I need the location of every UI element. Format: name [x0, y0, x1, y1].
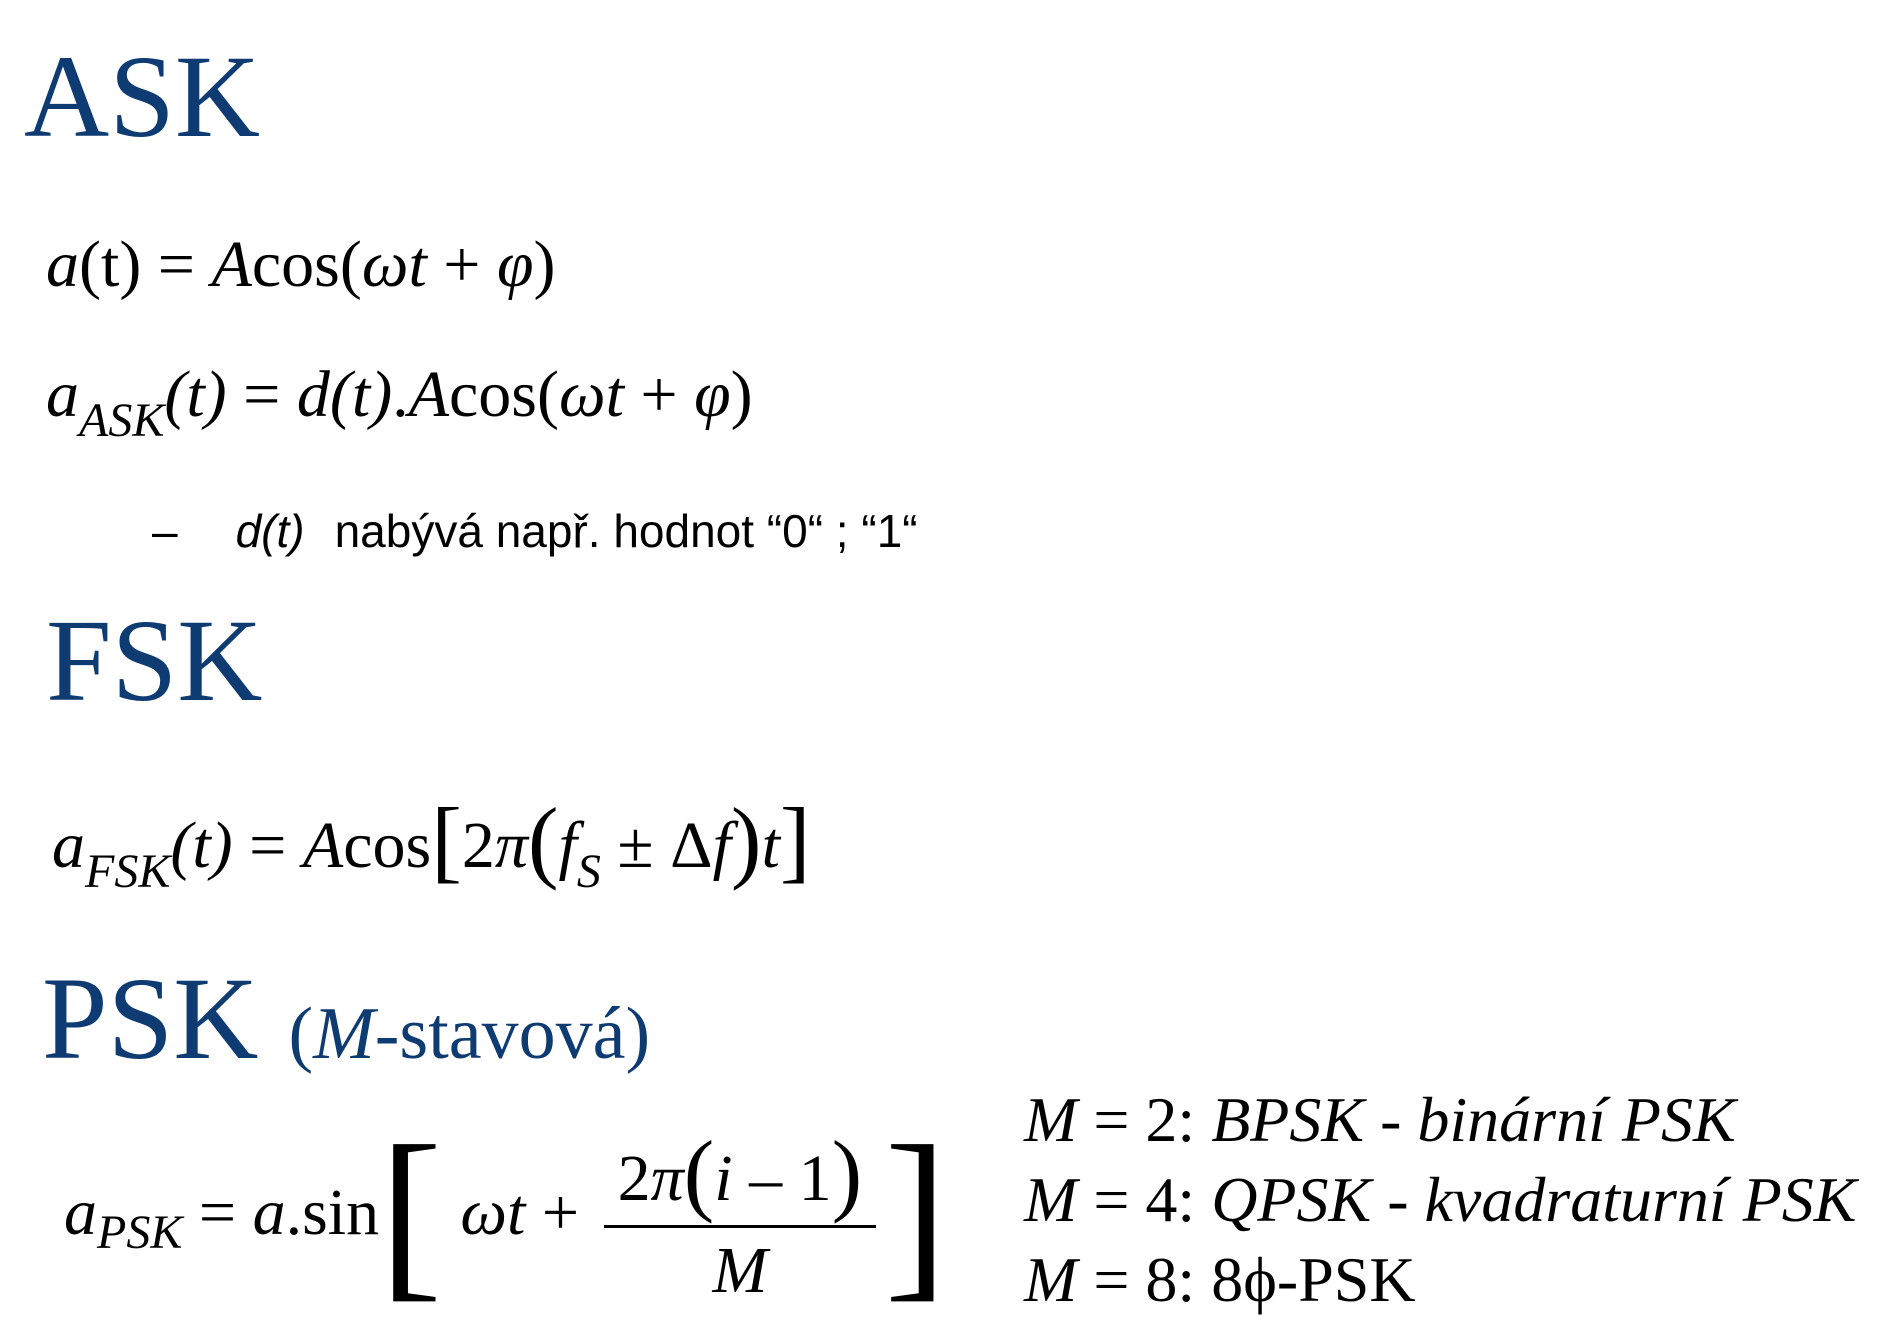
- fsk-equation: [52, 789, 811, 898]
- eq-symbol: 2: [461, 809, 495, 882]
- eq-symbol: +: [426, 228, 498, 301]
- eq-symbol: f: [558, 809, 577, 882]
- eq-symbol: +: [623, 358, 695, 431]
- eq-symbol: a: [46, 228, 79, 301]
- eq-subscript: PSK: [97, 1206, 183, 1259]
- eq-symbol: =: [232, 809, 303, 882]
- psk-subtitle: (M-stavová): [288, 993, 651, 1075]
- psk-case: M = 8: 8ϕ-PSK: [1024, 1244, 1416, 1315]
- eq-symbol: cos: [251, 228, 340, 301]
- eq-symbol: ω: [460, 1176, 507, 1249]
- eq-symbol: cos: [343, 809, 432, 882]
- eq-symbol: A: [408, 358, 449, 431]
- bullet-variable: d(t): [235, 505, 305, 557]
- eq-symbol: =: [141, 228, 212, 301]
- eq-symbol: A: [302, 809, 344, 882]
- eq-subscript: ASK: [79, 394, 165, 447]
- eq-symbol: t: [761, 809, 780, 882]
- eq-symbol: a: [64, 1176, 97, 1249]
- eq-symbol: .: [392, 358, 409, 431]
- ask-modulation-equation: [46, 358, 753, 447]
- eq-symbol: A: [211, 228, 252, 301]
- eq-symbol: a: [46, 358, 79, 431]
- ask-bullet: [152, 505, 918, 557]
- psk-case: M = 4: QPSK - kvadraturní PSK: [1024, 1164, 1857, 1235]
- eq-subscript: FSK: [85, 845, 171, 898]
- eq-bracket: ]: [884, 1108, 948, 1318]
- eq-bracket: ): [730, 789, 762, 891]
- eq-symbol: (t): [329, 358, 393, 431]
- eq-subscript: S: [576, 845, 601, 898]
- eq-symbol: a: [252, 1176, 286, 1249]
- psk-cases: [1024, 1084, 1857, 1328]
- eq-symbol: ): [730, 358, 753, 431]
- ask-carrier-equation: [46, 228, 556, 301]
- eq-symbol: ω: [558, 358, 606, 431]
- bullet-dash: –: [152, 505, 178, 557]
- psk-equation: [64, 1108, 948, 1318]
- eq-bracket: [: [431, 789, 462, 891]
- eq-symbol: (: [339, 228, 362, 301]
- eq-symbol: ω: [361, 228, 409, 301]
- psk-title: PSK: [42, 953, 259, 1084]
- eq-symbol: (t): [170, 809, 233, 882]
- ask-heading: ASK: [24, 31, 261, 162]
- psk-heading: [42, 953, 651, 1084]
- eq-symbol: t: [605, 358, 624, 431]
- eq-symbol: Δ: [670, 809, 713, 882]
- eq-symbol: φ: [497, 228, 534, 301]
- eq-bracket: (: [527, 789, 559, 891]
- fraction-denominator: M: [712, 1233, 768, 1307]
- bullet-text: nabývá např. hodnot “0“ ; “1“: [334, 505, 918, 557]
- psk-case: M = 2: BPSK - binární PSK: [1024, 1084, 1736, 1155]
- eq-symbol: =: [182, 1176, 253, 1249]
- eq-symbol: t: [408, 228, 427, 301]
- eq-bracket: [: [379, 1108, 443, 1318]
- psk-fraction: [604, 1121, 877, 1307]
- eq-symbol: =: [226, 358, 297, 431]
- eq-symbol: .: [285, 1176, 303, 1249]
- eq-symbol: π: [494, 809, 528, 882]
- eq-bracket: ]: [779, 789, 811, 891]
- eq-symbol: t: [507, 1176, 526, 1249]
- eq-symbol: a: [52, 809, 85, 882]
- eq-symbol: ): [533, 228, 556, 301]
- eq-symbol: φ: [694, 358, 731, 431]
- eq-symbol: d: [296, 358, 330, 431]
- eq-symbol: (: [536, 358, 559, 431]
- eq-symbol: +: [525, 1176, 596, 1249]
- eq-symbol: f: [712, 809, 731, 882]
- fraction-numerator: 2π(i – 1): [604, 1123, 877, 1228]
- eq-symbol: (t): [164, 358, 227, 431]
- fsk-heading: FSK: [46, 595, 263, 726]
- eq-symbol: sin: [302, 1176, 380, 1249]
- eq-symbol: (t): [79, 228, 142, 301]
- eq-symbol: cos: [449, 358, 537, 431]
- eq-symbol: ±: [600, 809, 671, 882]
